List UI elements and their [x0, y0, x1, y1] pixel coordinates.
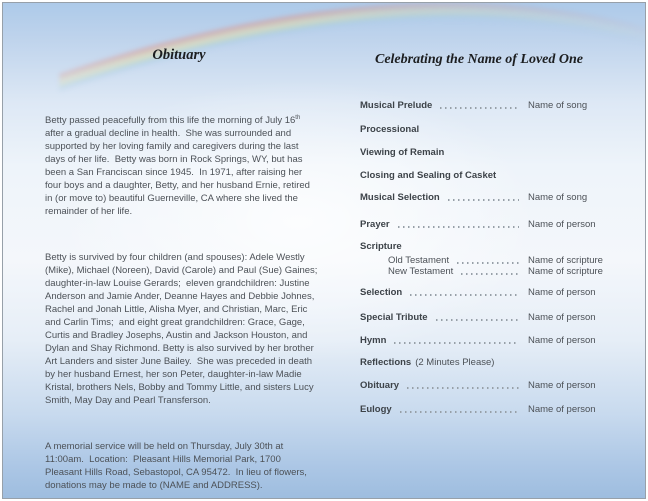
dotted-leader: [448, 199, 519, 201]
service-item-label: Prayer: [360, 219, 390, 230]
service-item-value: Name of scripture: [528, 266, 603, 277]
service-item-musical-prelude: [360, 100, 620, 111]
service-item-old-testament: [388, 255, 620, 266]
service-item-label: Obituary: [360, 380, 400, 391]
service-item-label: Closing and Sealing of Casket: [360, 170, 497, 181]
paragraph-1-text-cont: after a gradual decline in health. She was surrounded and supported by her loving family and caregivers during the last days of her life. Betty was born in Rock Springs, WY, but has been a San Franciscan since 1945. In 1971, after raising her four boys and a daughter, Betty, and her husband Ernie, retired in (or move to) beautiful Guerneville, CA where she lived the remainder of her life.: [45, 115, 313, 217]
paragraph-1-text: Betty passed peacefully from this life the morning of July 16: [45, 115, 296, 126]
service-item-scripture: [360, 241, 620, 252]
service-item-value: Name of song: [528, 192, 588, 203]
service-item-special-tribute: [360, 312, 620, 323]
dotted-leader: [461, 273, 519, 275]
service-item-label: Scripture: [360, 241, 402, 252]
program-sheet: [2, 2, 646, 499]
service-item-prayer: [360, 219, 620, 230]
service-item-obituary: [360, 380, 620, 391]
service-item-value: Name of person: [528, 380, 596, 391]
service-item-value: Name of person: [528, 287, 596, 298]
obituary-paragraph-2: Betty is survived by four children (and spouses): Adele Westly (Mike), Michael (Noreen), David (Carole) and Paul (Sue) Gaines; daughter-in-law Louise Gerards; eleven grandchildren: Justine Anderson and Jamie Ander, Deanne Hayes and Debbie Johnes, Rachel and Jonah Little, Alisha Myer, and Christian, Marc, Eric and Carlin Tims; and eight great grandchildren: Grace, Gage, Curtis and Bradley Josephs, Austin and Jackson Houston, and Dylan and Shay Richmond. Betty is also survived by her brother Art Landers and sister June Bailey. She was preceded in death by her husband Ernest, her son Peter, daughter-in-law Madie Kristal, brothers Nels, Bobby and Tommy Little, and sisters Lucy Smith, May Day and Pearl Transferson.: [45, 252, 323, 406]
service-item-label: Musical Selection: [360, 192, 440, 203]
service-item-closing-casket: [360, 170, 620, 181]
service-item-viewing-of-remain: [360, 147, 620, 158]
obituary-title: Obituary: [152, 47, 206, 63]
dotted-leader: [398, 226, 519, 228]
dotted-leader: [407, 387, 519, 389]
service-item-label: Reflections: [360, 357, 412, 368]
service-item-new-testament: [388, 266, 620, 277]
service-item-label: Special Tribute: [360, 312, 428, 323]
service-item-value: Name of person: [528, 219, 596, 230]
service-item-label: New Testament: [388, 266, 454, 277]
service-item-label: Hymn: [360, 335, 387, 346]
service-item-hymn: [360, 335, 620, 346]
service-item-label: Eulogy: [360, 404, 392, 415]
obituary-paragraph-3: A memorial service will be held on Thursday, July 30th at 11:00am. Location: Pleasant Hills Memorial Park, 1700 Pleasant Hills Road, Sebastopol, CA 95472. In lieu of flowers, donations may be made to (NAME and ADDRESS).: [45, 441, 310, 491]
service-item-value: Name of person: [528, 335, 596, 346]
service-item-label: Musical Prelude: [360, 100, 433, 111]
obituary-paragraph-1: [45, 114, 318, 218]
service-item-value: Name of person: [528, 312, 596, 323]
service-item-label: Selection: [360, 287, 403, 298]
service-item-label: Processional: [360, 124, 420, 135]
service-item-value: Name of scripture: [528, 255, 603, 266]
service-title: Celebrating the Name of Loved One: [374, 52, 584, 67]
service-item-selection: [360, 287, 620, 298]
dotted-leader: [440, 107, 519, 109]
service-item-label: Old Testament: [388, 255, 450, 266]
service-item-eulogy: [360, 404, 620, 415]
dotted-leader: [410, 294, 519, 296]
service-item-value: Name of person: [528, 404, 596, 415]
service-item-reflections: [360, 357, 620, 368]
dotted-leader: [436, 319, 519, 321]
obituary-body: [45, 88, 323, 499]
service-item-note: (2 Minutes Please): [415, 357, 495, 368]
dotted-leader: [394, 342, 519, 344]
dotted-leader: [400, 411, 519, 413]
service-item-label: Viewing of Remain: [360, 147, 445, 158]
service-item-processional: [360, 124, 620, 135]
service-item-musical-selection: [360, 192, 620, 203]
superscript-th: th: [295, 114, 301, 121]
service-item-value: Name of song: [528, 100, 588, 111]
dotted-leader: [457, 262, 519, 264]
